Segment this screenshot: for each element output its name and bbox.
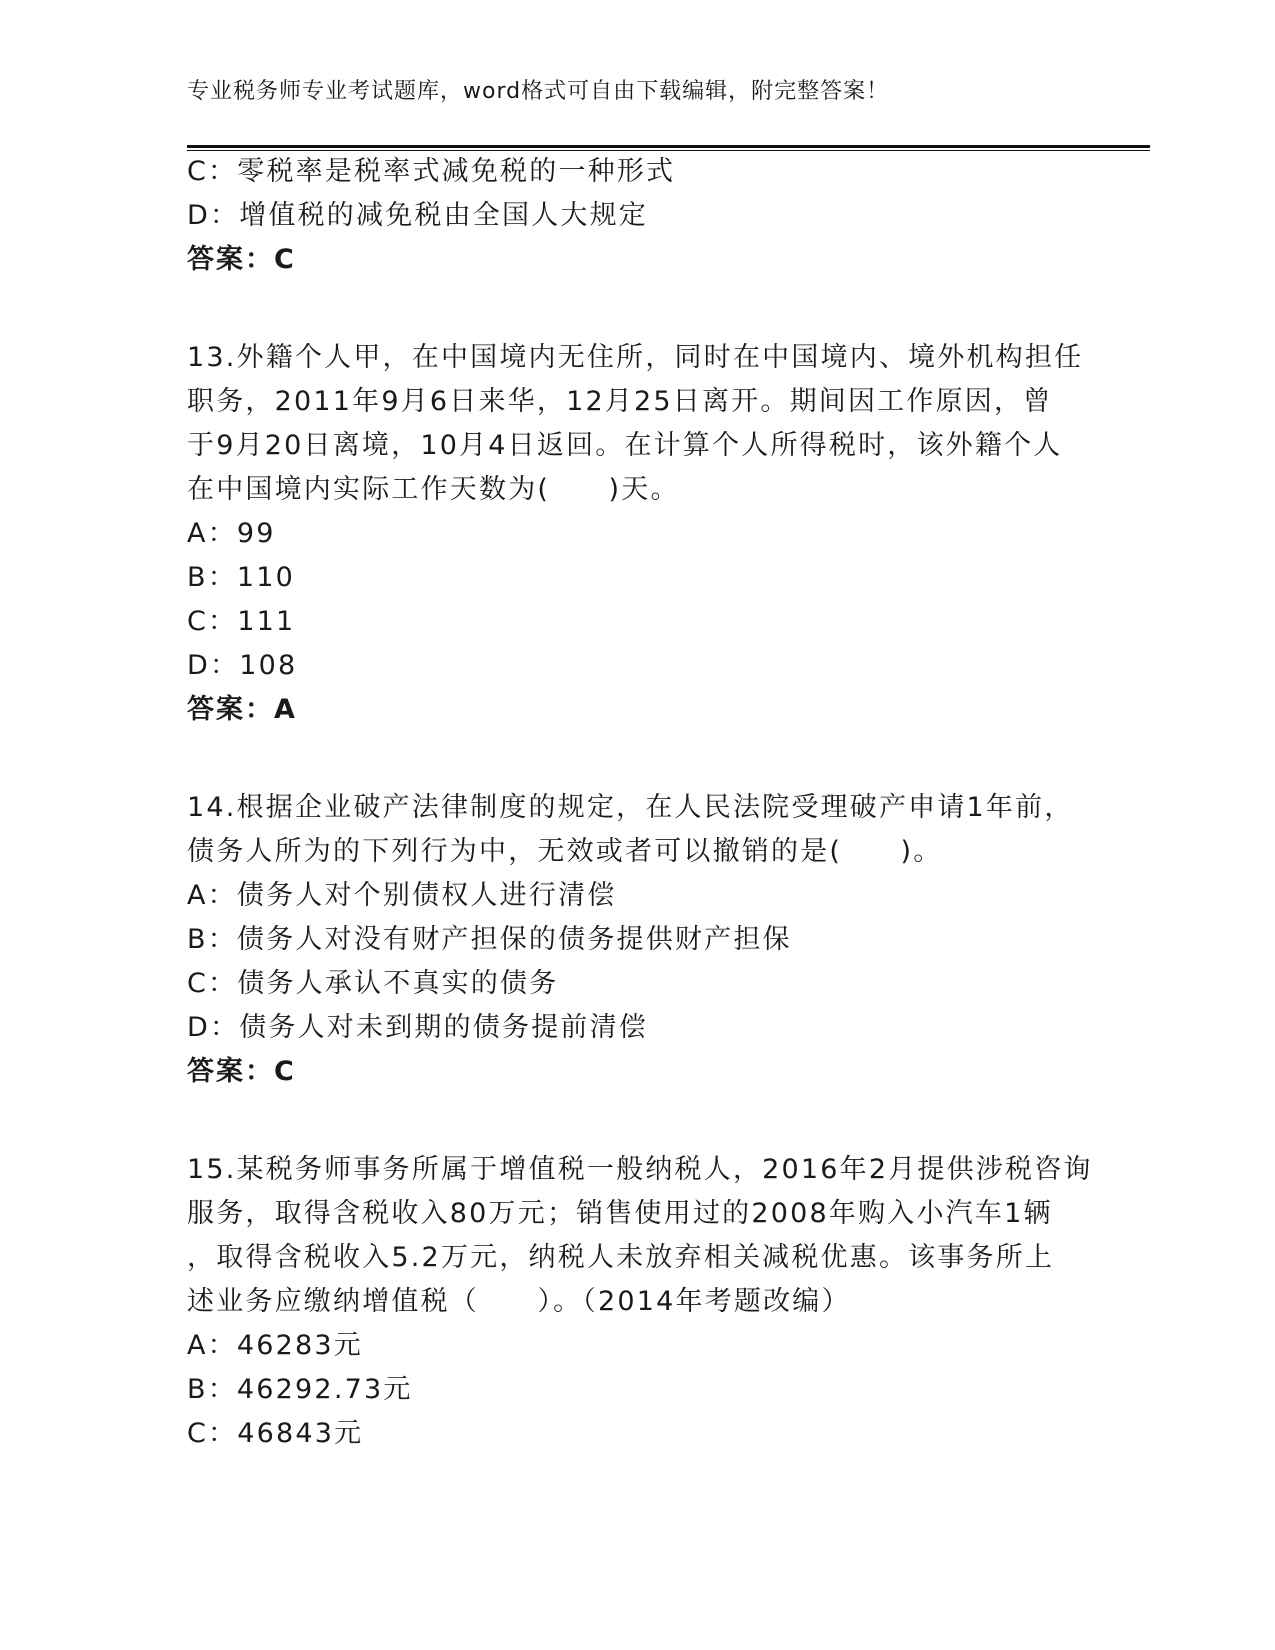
q13-option-c: C：111 [187, 606, 296, 637]
q14-answer: 答案：C [187, 1056, 296, 1087]
q13-option-b: B：110 [187, 562, 296, 593]
q15-option-a: A：46283元 [187, 1330, 363, 1361]
q13-stem-line-1: 13.外籍个人甲，在中国境内无住所，同时在中国境内、境外机构担任 [187, 342, 1084, 373]
q14-stem-line-2: 债务人所为的下列行为中，无效或者可以撤销的是( )。 [187, 836, 943, 867]
q12-answer: 答案：C [187, 244, 296, 275]
header-rule-thick [187, 145, 1150, 148]
q12-option-d: D：增值税的减免税由全国人大规定 [187, 200, 648, 231]
header-rule-thin [187, 150, 1150, 151]
q13-answer: 答案：A [187, 694, 297, 725]
q12-option-c: C：零税率是税率式减免税的一种形式 [187, 156, 676, 187]
q13-stem-line-2: 职务，2011年9月6日来华，12月25日离开。期间因工作原因，曾 [187, 386, 1053, 417]
q15-stem-line-4: 述业务应缴纳增值税（ ）。（2014年考题改编） [187, 1286, 851, 1317]
q13-stem-line-3: 于9月20日离境，10月4日返回。在计算个人所得税时，该外籍个人 [187, 430, 1063, 461]
q14-option-b: B：债务人对没有财产担保的债务提供财产担保 [187, 924, 792, 955]
q15-stem-line-1: 15.某税务师事务所属于增值税一般纳税人，2016年2月提供涉税咨询 [187, 1154, 1093, 1185]
q15-stem-line-2: 服务，取得含税收入80万元；销售使用过的2008年购入小汽车1辆 [187, 1198, 1053, 1229]
q14-option-c: C：债务人承认不真实的债务 [187, 968, 559, 999]
q13-option-d: D：108 [187, 650, 298, 681]
q14-option-a: A：债务人对个别债权人进行清偿 [187, 880, 617, 911]
q15-option-c: C：46843元 [187, 1418, 364, 1449]
q15-stem-line-3: ，取得含税收入5.2万元，纳税人未放弃相关减税优惠。该事务所上 [187, 1242, 1055, 1273]
q13-option-a: A：99 [187, 518, 276, 549]
q14-stem-line-1: 14.根据企业破产法律制度的规定，在人民法院受理破产申请1年前， [187, 792, 1074, 823]
q13-stem-line-4: 在中国境内实际工作天数为( )天。 [187, 474, 680, 505]
q15-option-b: B：46292.73元 [187, 1374, 413, 1405]
page-header: 专业税务师专业考试题库，word格式可自由下载编辑，附完整答案！ [187, 79, 890, 104]
q14-option-d: D：债务人对未到期的债务提前清偿 [187, 1012, 648, 1043]
